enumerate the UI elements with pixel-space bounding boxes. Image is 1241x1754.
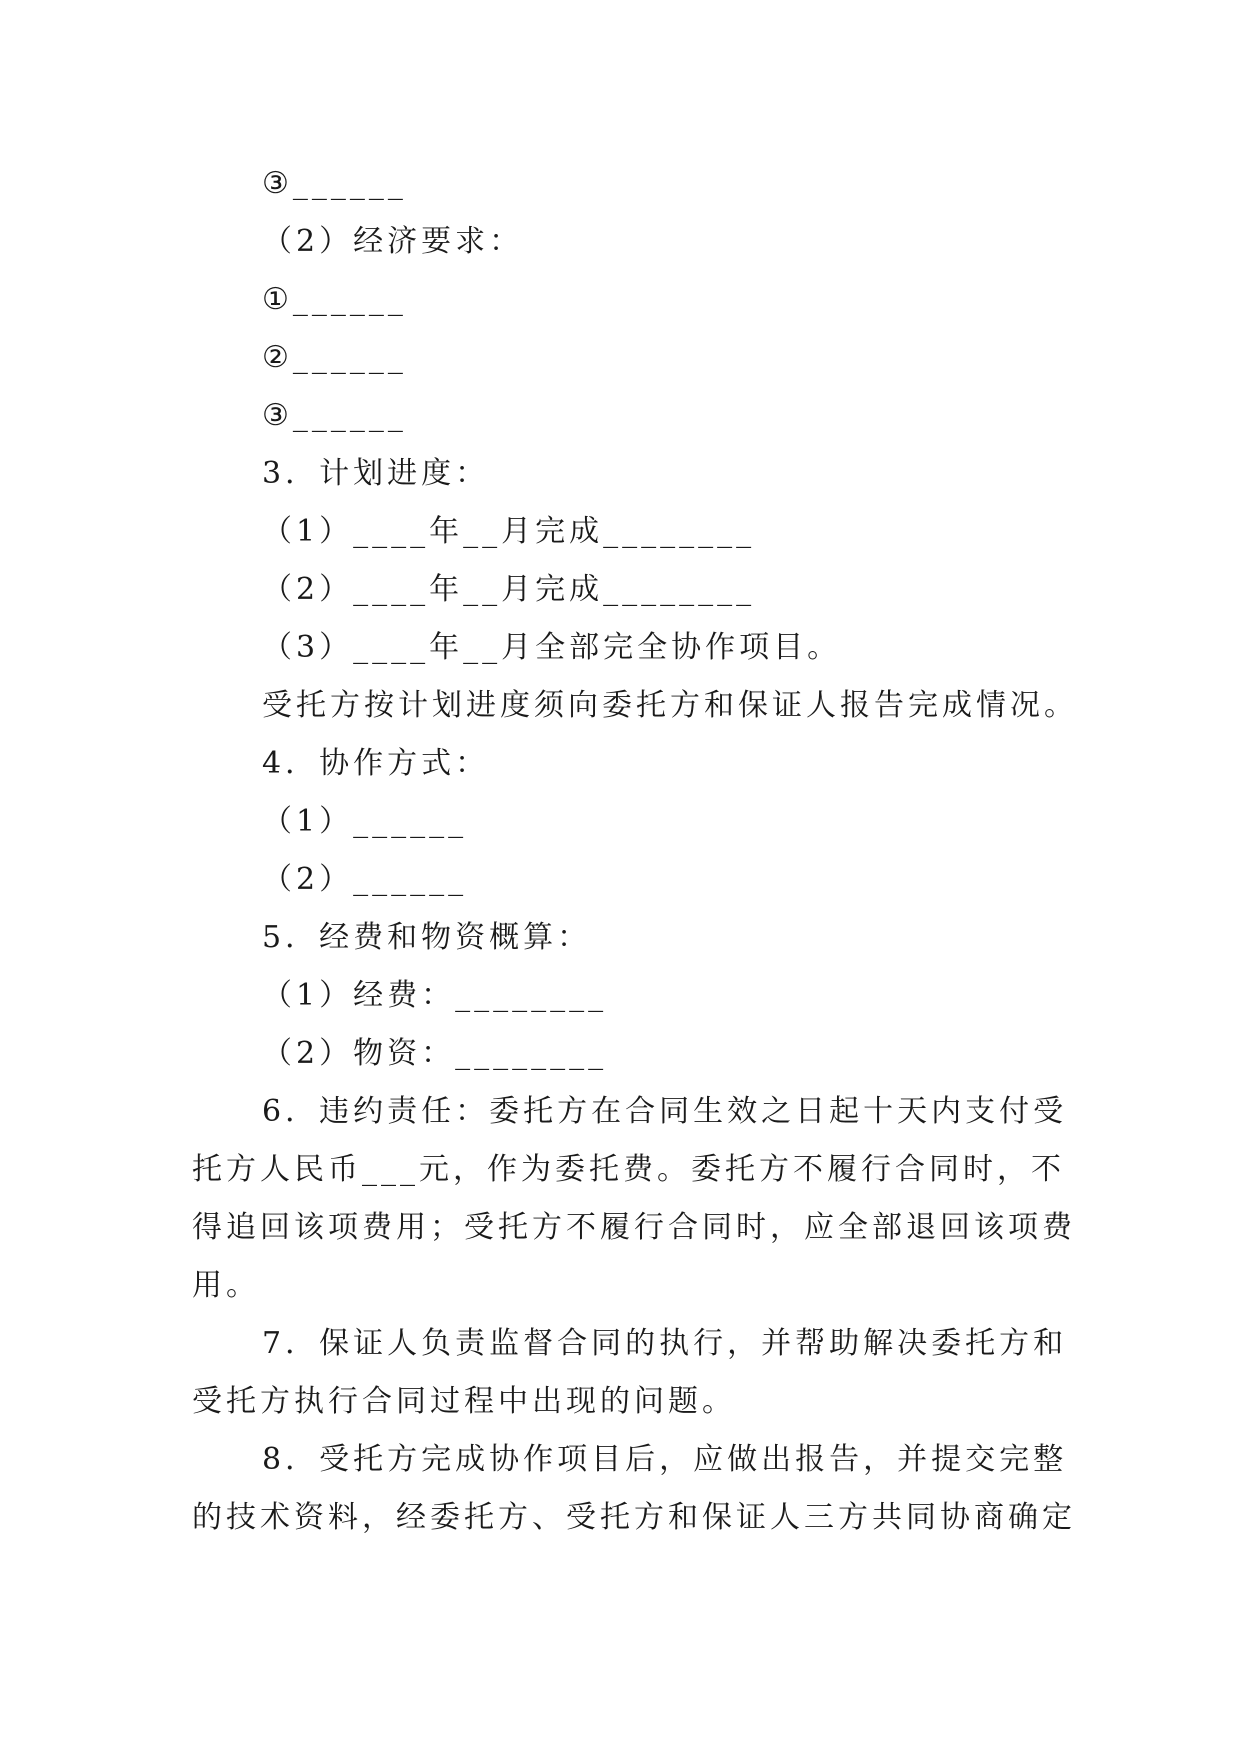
budget-materials: （2）物资：________ bbox=[262, 1036, 608, 1071]
method-item-2: （2）______ bbox=[262, 862, 468, 897]
section-3-heading: 3．计划进度： bbox=[262, 456, 490, 491]
schedule-item-3: （3）____年__月全部完全协作项目。 bbox=[262, 630, 842, 665]
section-7-line-2: 受托方执行合同过程中出现的问题。 bbox=[192, 1384, 736, 1419]
method-item-1: （1）______ bbox=[262, 804, 468, 839]
section-6-line-3: 得追回该项费用；受托方不履行合同时，应全部退回该项费 bbox=[192, 1210, 1076, 1245]
section-4-heading: 4．协作方式： bbox=[262, 746, 490, 781]
item-3-blank: ③______ bbox=[262, 166, 407, 201]
item-3-blank-2: ③______ bbox=[262, 398, 407, 433]
economic-requirements-heading: （2）经济要求： bbox=[262, 224, 524, 259]
section-6-line-4: 用。 bbox=[192, 1268, 260, 1303]
item-2-blank: ②______ bbox=[262, 340, 407, 375]
section-6-line-1: 6．违约责任：委托方在合同生效之日起十天内支付受 bbox=[262, 1094, 1068, 1129]
progress-report-note: 受托方按计划进度须向委托方和保证人报告完成情况。 bbox=[262, 688, 1078, 723]
budget-funds: （1）经费：________ bbox=[262, 978, 608, 1013]
section-5-heading: 5．经费和物资概算： bbox=[262, 920, 592, 955]
schedule-item-2: （2）____年__月完成________ bbox=[262, 572, 756, 607]
section-6-line-2: 托方人民币___元，作为委托费。委托方不履行合同时，不 bbox=[192, 1152, 1065, 1187]
section-8-line-1: 8．受托方完成协作项目后，应做出报告，并提交完整 bbox=[262, 1442, 1068, 1477]
section-8-line-2: 的技术资料，经委托方、受托方和保证人三方共同协商确定 bbox=[192, 1500, 1076, 1535]
schedule-item-1: （1）____年__月完成________ bbox=[262, 514, 756, 549]
item-1-blank: ①______ bbox=[262, 282, 407, 317]
section-7-line-1: 7．保证人负责监督合同的执行，并帮助解决委托方和 bbox=[262, 1326, 1068, 1361]
